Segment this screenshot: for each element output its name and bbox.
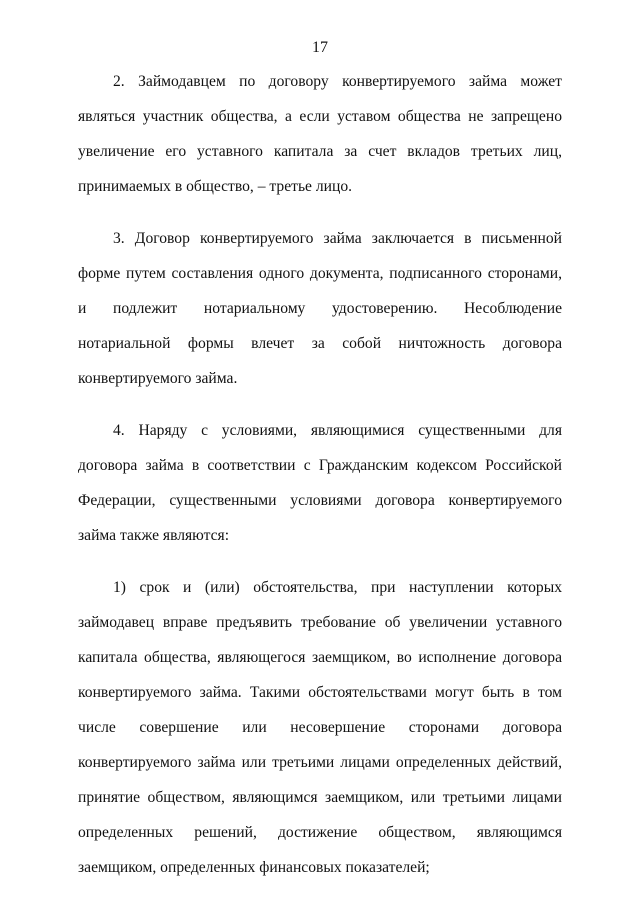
- paragraph-term-circumstances: 1) срок и (или) обстоятельства, при наступлении которых займодавец вправе предъявить требование об увеличении уставного капитала общества, являющегося заемщиком, во исполнение договора конвертируемого займа. Такими обстоятельствами могут быть в том числе совершение или несовершение сторонами договора конвертируемого займа или третьими лицами определенных действий, принятие обществом, являющимся заемщиком, или третьими лицами определенных решений, достижение обществом, являющимся заемщиком, определенных финансовых показателей;: [78, 579, 562, 876]
- document-body: [78, 64, 562, 902]
- paragraph-essential-terms: 4. Наряду с условиями, являющимися существенными для договора займа в соответствии с Гражданским кодексом Российской Федерации, существенными условиями договора конвертируемого займа также являются:: [78, 422, 562, 544]
- paragraph-written-form: 3. Договор конвертируемого займа заключается в письменной форме путем составления одного документа, подписанного сторонами, и подлежит нотариальному удостоверению. Несоблюдение нотариальной формы влечет за собой ничтожность договора конвертируемого займа.: [78, 230, 562, 387]
- paragraph-lender: 2. Займодавцем по договору конвертируемого займа может являться участник общества, а если уставом общества не запрещено увеличение его уставного капитала за счет вкладов третьих лиц, принимаемых в общество, – третье лицо.: [78, 73, 562, 195]
- page-number: 17: [312, 39, 328, 56]
